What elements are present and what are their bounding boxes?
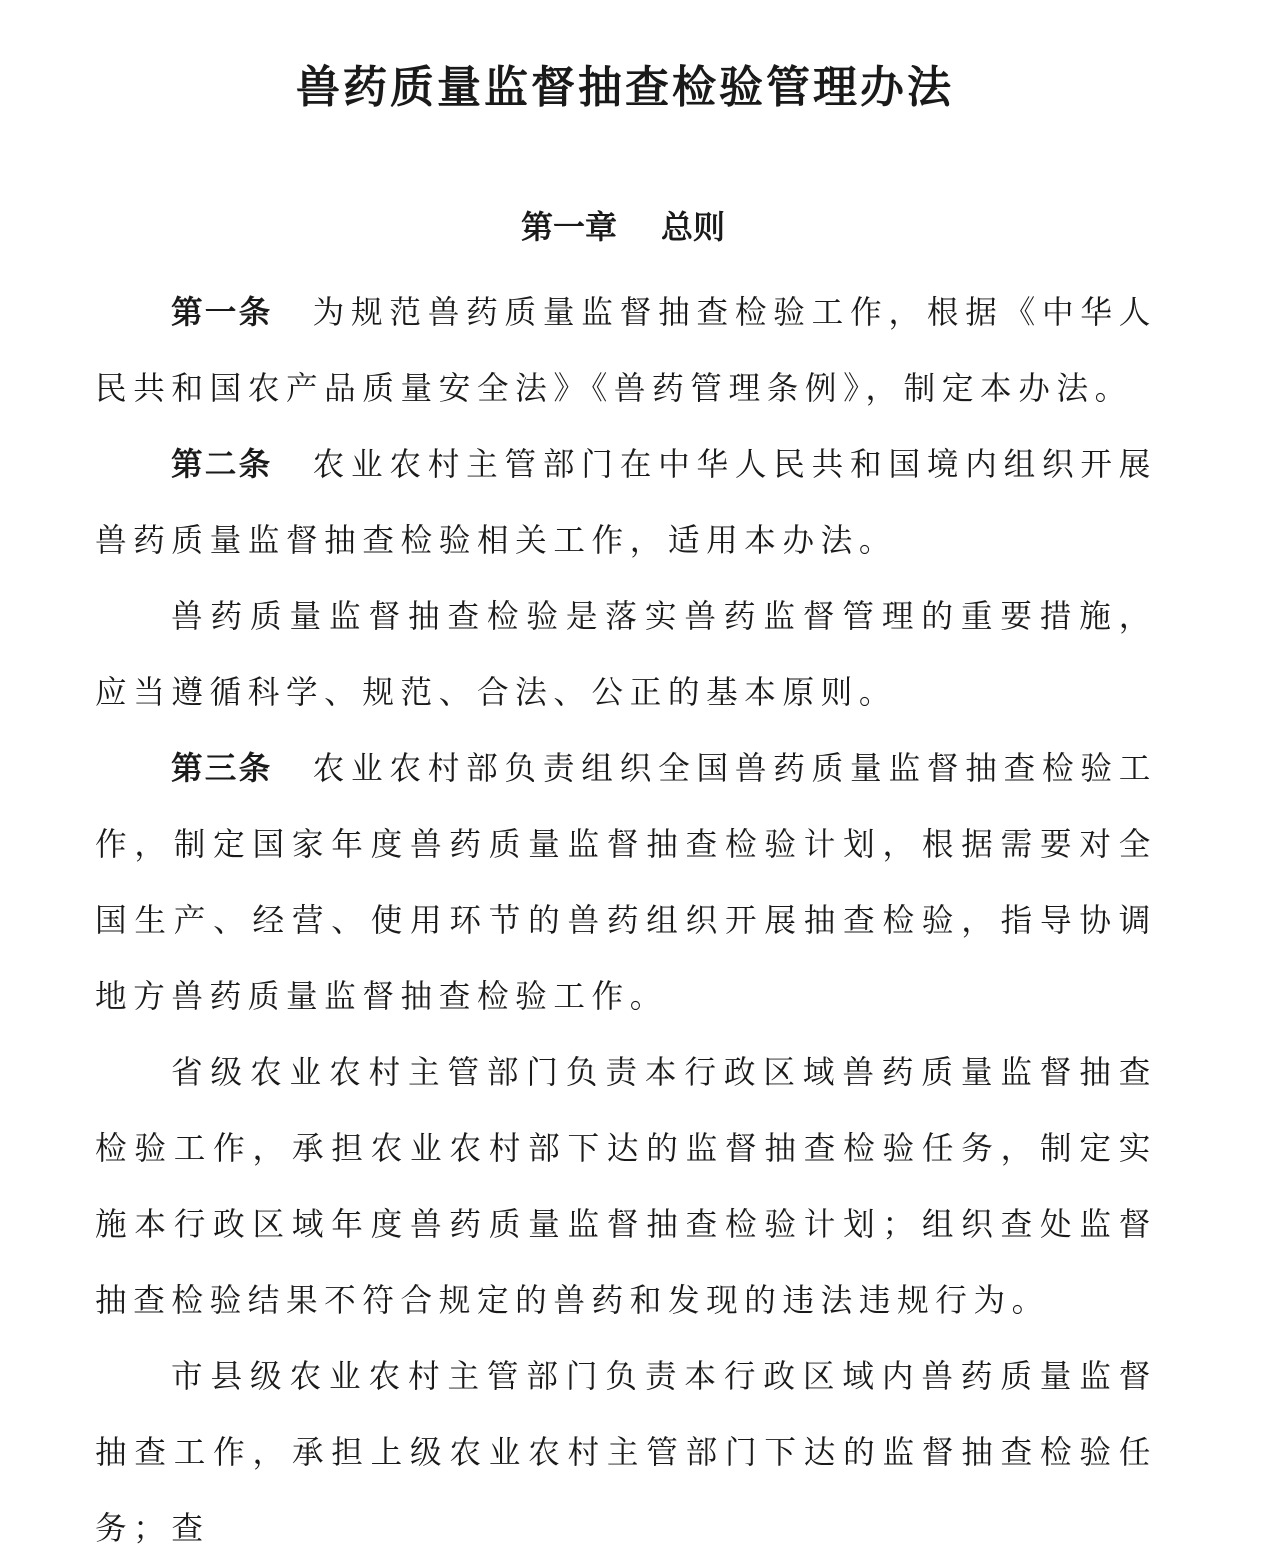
- article-paragraph: [95, 731, 1157, 1035]
- article-paragraph: [95, 427, 1157, 579]
- paragraph-text: 为规范兽药质量监督抽查检验工作，根据《中华人民共和国农产品质量安全法》《兽药管理条例》，制定本办法。: [95, 295, 1157, 407]
- continuation-paragraph: [95, 1339, 1157, 1567]
- document-title: 兽药质量监督抽查检验管理办法: [296, 62, 954, 113]
- article-label: 第二条: [171, 447, 273, 483]
- continuation-paragraph: [95, 1035, 1157, 1339]
- paragraph-text: 省级农业农村主管部门负责本行政区域兽药质量监督抽查检验工作，承担农业农村部下达的监督抽查检验任务，制定实施本行政区域年度兽药质量监督抽查检验计划；组织查处监督抽查检验结果不符合规定的兽药和发现的违法违规行为。: [95, 1055, 1157, 1319]
- paragraph-text: 农业农村主管部门在中华人民共和国境内组织开展兽药质量监督抽查检验相关工作，适用本办法。: [95, 447, 1157, 559]
- chapter-heading: [0, 204, 1246, 250]
- article-label: 第三条: [171, 751, 273, 787]
- document-body: [95, 275, 1157, 1567]
- continuation-paragraph: [95, 579, 1157, 731]
- article-label: 第一条: [171, 295, 273, 331]
- chapter-name: 总则: [661, 208, 726, 246]
- article-paragraph: [95, 275, 1157, 427]
- paragraph-text: 市县级农业农村主管部门负责本行政区域内兽药质量监督抽查工作，承担上级农业农村主管部门下达的监督抽查检验任务；查: [95, 1359, 1157, 1547]
- paragraph-text: 农业农村部负责组织全国兽药质量监督抽查检验工作，制定国家年度兽药质量监督抽查检验计划，根据需要对全国生产、经营、使用环节的兽药组织开展抽查检验，指导协调地方兽药质量监督抽查检验工作。: [95, 751, 1157, 1015]
- paragraph-text: 兽药质量监督抽查检验是落实兽药监督管理的重要措施，应当遵循科学、规范、合法、公正的基本原则。: [95, 599, 1157, 711]
- chapter-number: 第一章: [520, 208, 617, 246]
